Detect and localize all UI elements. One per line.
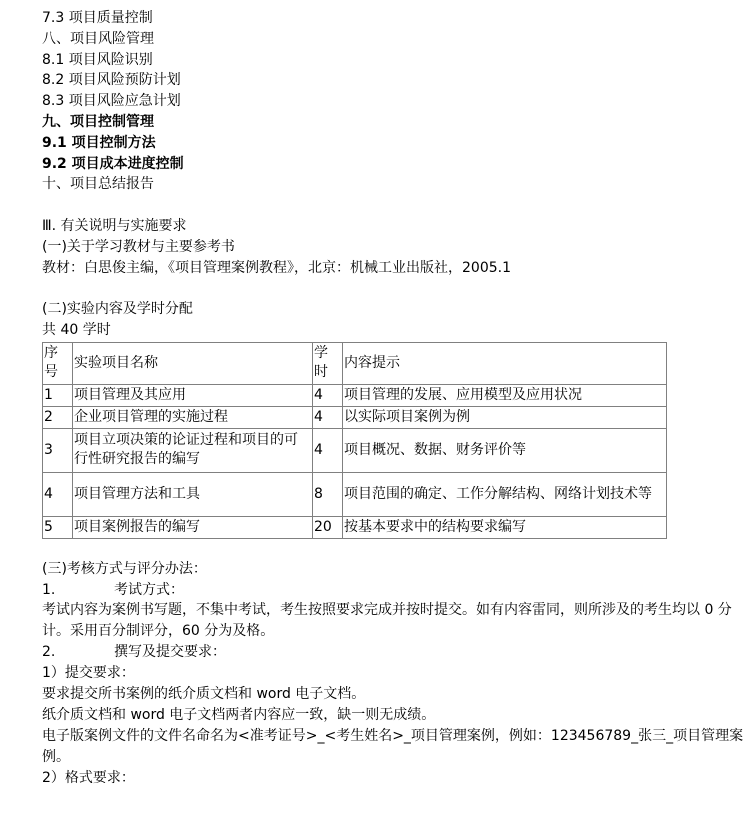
item-1-heading (42, 580, 746, 601)
cell-name: 项目立项决策的论证过程和项目的可行性研究报告的编写 (73, 428, 313, 472)
table-row (43, 516, 667, 538)
item-1-body: 考试内容为案例书写题，不集中考试，考生按照要求完成并按时提交。如有内容雷同，则所涉及的考生均以 0 分计。采用百分制评分，60 分为及格。 (42, 602, 732, 640)
total-hours: 共 40 学时 (42, 321, 111, 338)
outline-item-8: 八、项目风险管理 (42, 30, 154, 47)
sub-1-line-3: 电子版案例文件的文件名命名为<准考证号>_<考生姓名>_项目管理案例，例如：123456789_张三_项目管理案例。 (42, 727, 744, 765)
cell-hint: 按基本要求中的结构要求编写 (343, 516, 667, 538)
cell-hint: 项目范围的确定、工作分解结构、网络计划技术等 (343, 472, 667, 516)
header-cell-index: 序号 (43, 342, 73, 384)
cell-index: 4 (43, 472, 73, 516)
sub-1-heading: 1）提交要求： (42, 665, 135, 682)
sub-2-heading: 2）格式要求： (42, 769, 135, 786)
table-row (43, 384, 667, 406)
part-2-title: (二)实验内容及学时分配 (42, 301, 193, 318)
spacer (42, 195, 746, 216)
experiment-table (42, 342, 667, 539)
sub-1-line-1: 要求提交所书案例的纸介质文档和 word 电子文档。 (42, 685, 366, 702)
cell-hint: 以实际项目案例为例 (343, 406, 667, 428)
cell-name: 项目管理及其应用 (73, 384, 313, 406)
outline-item-8-2: 8.2 项目风险预防计划 (42, 72, 181, 89)
section-3-heading: Ⅲ. 有关说明与实施要求 (42, 217, 187, 234)
outline-item-10: 十、项目总结报告 (42, 176, 154, 193)
cell-hours: 4 (313, 384, 343, 406)
spacer (42, 278, 746, 299)
outline-item-9-1: 9.1 项目控制方法 (42, 134, 156, 151)
sub-1-line-2: 纸介质文档和 word 电子文档两者内容应一致，缺一则无成绩。 (42, 706, 436, 723)
textbook-line: 教材：白思俊主编，《项目管理案例教程》，北京：机械工业出版社，2005.1 (42, 259, 511, 276)
cell-hint: 项目管理的发展、应用模型及应用状况 (343, 384, 667, 406)
cell-name: 企业项目管理的实施过程 (73, 406, 313, 428)
part-3-title: (三)考核方式与评分办法： (42, 560, 207, 577)
header-cell-hint: 内容提示 (343, 342, 667, 384)
cell-name: 项目管理方法和工具 (73, 472, 313, 516)
table-row (43, 428, 667, 472)
item-2-number: 2. (42, 644, 56, 661)
outline-item-9-2: 9.2 项目成本进度控制 (42, 155, 184, 172)
item-1-label: 考试方式： (114, 581, 184, 598)
cell-hours: 4 (313, 406, 343, 428)
cell-index: 5 (43, 516, 73, 538)
document-page (42, 8, 746, 788)
part-1-title: (一)关于学习教材与主要参考书 (42, 238, 235, 255)
outline-item-8-3: 8.3 项目风险应急计划 (42, 93, 181, 110)
outline-item-9: 九、项目控制管理 (42, 113, 154, 130)
cell-hours: 4 (313, 428, 343, 472)
header-cell-name: 实验项目名称 (73, 342, 313, 384)
item-2-heading (42, 642, 746, 663)
table-header-row (43, 342, 667, 384)
cell-name: 项目案例报告的编写 (73, 516, 313, 538)
item-1-number: 1. (42, 581, 56, 598)
cell-index: 3 (43, 428, 73, 472)
header-cell-hours: 学时 (313, 342, 343, 384)
table-row (43, 406, 667, 428)
outline-list (42, 8, 746, 195)
cell-index: 1 (43, 384, 73, 406)
outline-item-7-3: 7.3 项目质量控制 (42, 10, 153, 26)
spacer (42, 545, 746, 559)
item-2-label: 撰写及提交要求： (114, 644, 226, 661)
cell-hint: 项目概况、数据、财务评价等 (343, 428, 667, 472)
cell-index: 2 (43, 406, 73, 428)
cell-hours: 20 (313, 516, 343, 538)
outline-item-8-1: 8.1 项目风险识别 (42, 51, 153, 68)
cell-hours: 8 (313, 472, 343, 516)
table-row (43, 472, 667, 516)
